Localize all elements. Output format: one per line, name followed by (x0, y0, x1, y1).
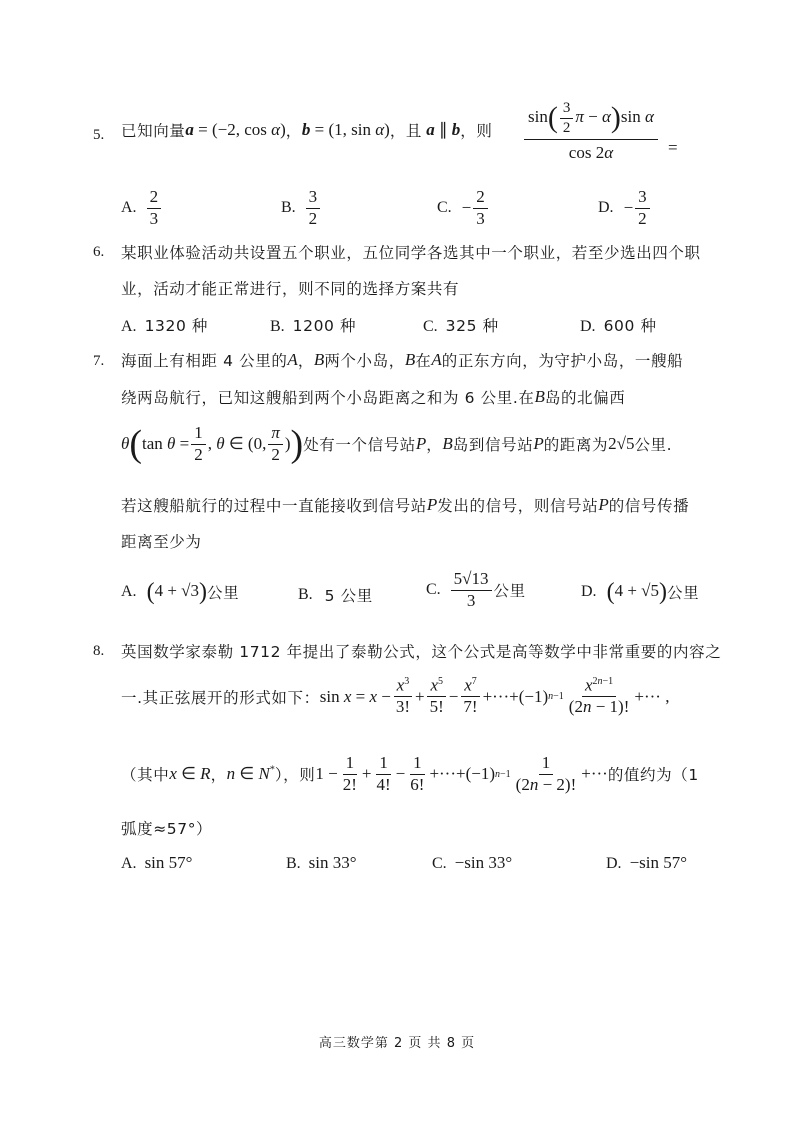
option-label: C. (437, 199, 452, 217)
q7-theta-condition: tan θ = (142, 434, 190, 454)
q7-text: 的信号传播 (608, 497, 690, 515)
option-value: 600 种 (603, 317, 657, 335)
q5-stem (121, 119, 492, 141)
option-value: sin 57° (144, 853, 193, 872)
q7-text: 岛到信号站 (452, 436, 534, 455)
q7-text: 的正东方向，为守护小岛，一艘船 (441, 352, 684, 370)
q5-option-d[interactable]: D. − $\frac{3}{2}$ (598, 188, 652, 228)
q8-number: 8. (93, 643, 105, 659)
q7-option-a[interactable]: A. (4 + √3) 公里 (121, 579, 240, 605)
island-b: B (534, 387, 545, 406)
option-label: D. (606, 855, 622, 872)
q7-number: 7. (93, 353, 105, 369)
option-label: C. (423, 318, 438, 335)
q5-option-a[interactable]: A. $\frac{2}{3}$ (121, 188, 163, 228)
q5-parallel: a ∥ b (426, 120, 461, 139)
q8-option-d[interactable] (606, 853, 687, 873)
q7-text: 发出的信号，则信号站 (437, 497, 599, 515)
q7-text: ， (426, 436, 443, 455)
q7-line4 (121, 494, 689, 516)
option-value: −sin 33° (454, 853, 513, 872)
cosine-series-value: 1 − $\frac{1}{2!}$ + $\frac{1}{4!}$ − $\frac{1}{6!}$ +···+(−1) n−1 $\frac{1}{(2n - 2)!}$ +··· (315, 753, 608, 794)
q6-line1: 某职业体验活动共设置五个职业，五位同学各选其中一个职业，若至少选出四个职 (121, 244, 701, 262)
option-value: 1320 种 (144, 317, 209, 335)
theta-symbol: θ (121, 434, 130, 454)
taylor-sine-series: sin x = x − $\frac{x^3}{3!}$ + $\frac{x^5}{5!}$ − $\frac{x^7}{7!}$ +···+(−1) n−1 $\frac{x^{2n-1}}{(2n - 1)!}$ +··· , (319, 675, 670, 717)
q7-line1 (121, 349, 683, 371)
option-value: (4 + √5) (606, 579, 667, 605)
option-value: 1200 种 (292, 317, 357, 335)
option-label: B. (298, 586, 313, 603)
option-label: C. (426, 581, 441, 599)
option-label: A. (121, 318, 137, 335)
q7-line3: θ ( tan θ = $\frac{1}{2}$ , θ ∈ (0, $\frac{\pi}{2}$ ) ) 处有一个信号站 P ， B 岛到信号站 P 的距离为 2√5 公里. (121, 423, 673, 466)
q5-equals: = (668, 138, 678, 157)
q7-text: 在 (415, 352, 432, 370)
q7-text: 若这艘船航行的过程中一直能接收到信号站 (121, 497, 427, 515)
station-p: P (415, 434, 427, 454)
q8-text: 的值约为（1 (607, 766, 699, 785)
q5-vector-b: b = (1, sin α) (301, 120, 390, 139)
q7-line5: 距离至少为 (121, 533, 202, 551)
option-label: D. (598, 199, 614, 217)
island-b: B (313, 350, 325, 369)
q6-option-a[interactable] (121, 314, 208, 336)
q5-vector-a: a = (−2, cos α) (185, 120, 286, 139)
station-p: P (598, 495, 609, 514)
q5-option-c[interactable]: C. − $\frac{2}{3}$ (437, 188, 490, 228)
q7-text: 处有一个信号站 (303, 436, 416, 455)
option-label: C. (432, 855, 447, 872)
q8-text: （其中 (121, 766, 170, 785)
q5-number: 5. (93, 127, 105, 143)
q7-distance: 2√5 (608, 434, 635, 454)
island-b: B (442, 434, 453, 454)
q5-expression: sin( $\frac{3}{2}$ π − α)sin α cos 2α = (522, 100, 660, 163)
island-a: A (287, 350, 298, 369)
q8-line1: 英国数学家泰勒 1712 年提出了泰勒公式，这个公式是高等数学中非常重要的内容之 (121, 643, 722, 661)
q5-text-and: ，且 (389, 122, 423, 140)
q5-comma: ， (285, 122, 302, 140)
q7-option-c[interactable]: C. $\frac{5√13}{3}$ 公里 (426, 569, 526, 610)
q7-line2 (121, 386, 625, 408)
q5-option-b[interactable]: B. $\frac{3}{2}$ (281, 188, 322, 228)
option-value: sin 33° (308, 853, 357, 872)
page-footer: 高三数学第 2 页 共 8 页 (318, 1036, 476, 1051)
q8-line2 (121, 676, 669, 717)
option-value: 325 种 (445, 317, 499, 335)
q6-option-c[interactable] (423, 314, 499, 336)
q6-line2: 业，活动才能正常进行，则不同的选择方案共有 (121, 280, 460, 298)
option-value: −sin 57° (629, 853, 688, 872)
q6-number: 6. (93, 244, 105, 260)
island-b: B (404, 350, 416, 369)
option-label: A. (121, 199, 137, 217)
q5-text-then: ，则 (460, 122, 493, 140)
q7-text: 绕两岛航行，已知这艘船到两个小岛距离之和为 6 公里.在 (121, 389, 535, 407)
q8-line4: 弧度≈57°） (121, 820, 213, 838)
q8-text: ， (210, 766, 227, 785)
station-p: P (426, 495, 438, 514)
option-label: B. (286, 855, 301, 872)
island-a: A (431, 350, 442, 369)
q5-text: 已知向量 (121, 122, 186, 140)
q8-text: ），则 (274, 766, 316, 785)
q8-text: 一.其正弦展开的形式如下： (121, 688, 320, 707)
q7-option-d[interactable]: D. (4 + √5) 公里 (581, 579, 700, 605)
option-label: B. (270, 318, 285, 335)
q6-option-d[interactable] (580, 314, 657, 336)
q7-text: 的距离为 (543, 436, 609, 455)
option-value: 5 公里 (324, 587, 373, 605)
q7-text: 岛的北偏西 (544, 389, 626, 407)
q8-line3: （其中 x ∈ R ， n ∈ N* ），则 1 − $\frac{1}{2!}$ + $\frac{1}{4!}$ − $\frac{1}{6!}$ +···+(−1) n−1 $\frac{1}{(2n - 2)!}$ +··· 的值约为（1 (121, 753, 699, 794)
q6-option-b[interactable] (270, 314, 356, 336)
option-label: A. (121, 583, 137, 600)
option-label: D. (581, 583, 597, 600)
q8-option-b[interactable] (286, 853, 357, 873)
q8-option-c[interactable] (432, 853, 512, 873)
q7-text: 海面上有相距 4 公里的 (121, 352, 288, 370)
station-p: P (533, 434, 544, 454)
option-label: B. (281, 199, 296, 217)
option-value: (4 + √3) (146, 579, 207, 605)
option-label: D. (580, 318, 596, 335)
q7-text: 公里. (634, 436, 673, 455)
q8-option-a[interactable] (121, 853, 192, 873)
option-label: A. (121, 855, 137, 872)
q7-option-b[interactable] (298, 584, 373, 606)
q7-text: ， (297, 352, 314, 370)
q7-text: 两个小岛， (324, 352, 405, 370)
